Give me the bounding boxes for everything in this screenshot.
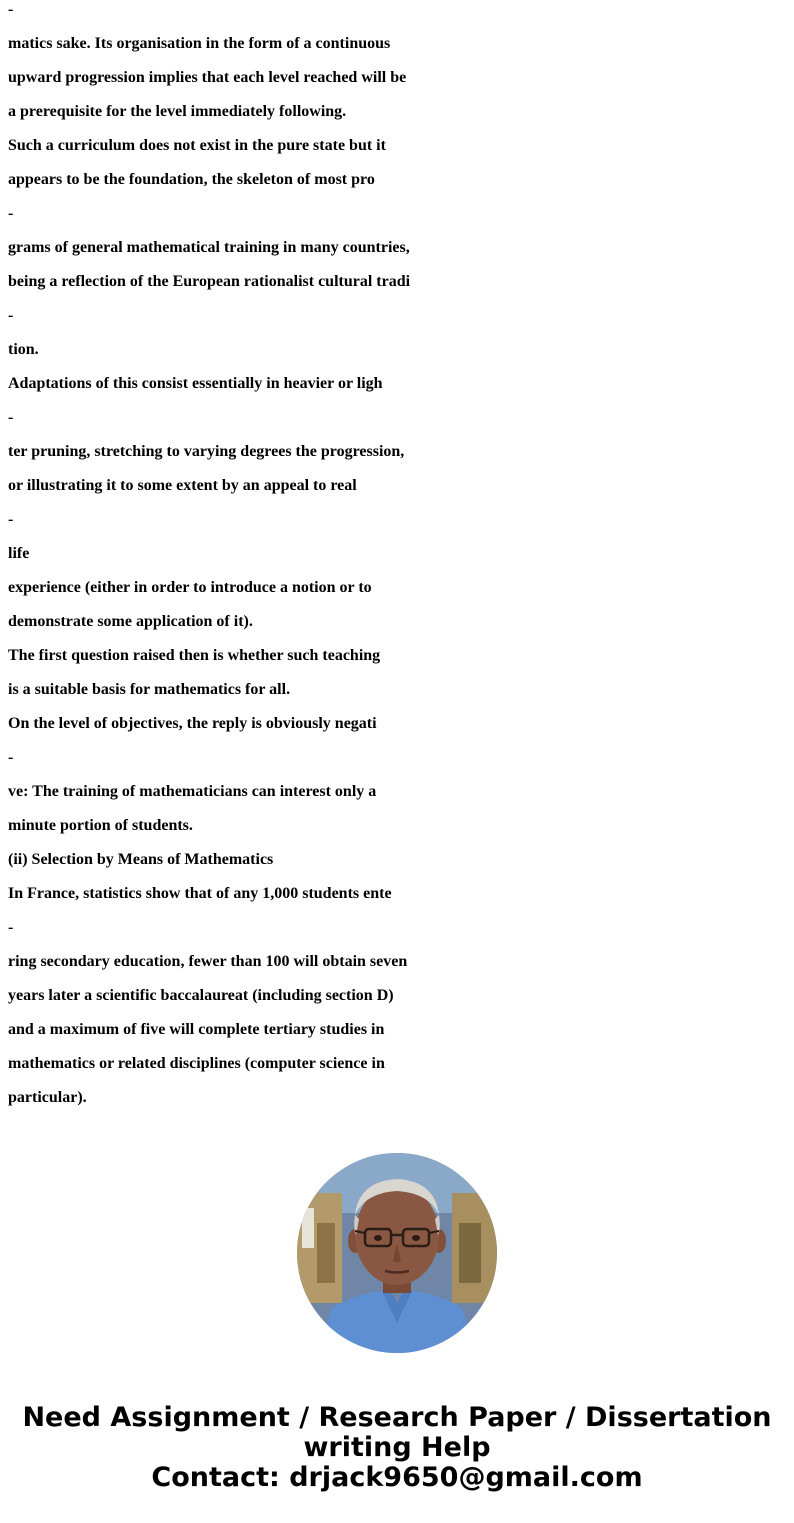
text-line: being a reflection of the European rationalist cultural tradi [8,273,411,290]
text-line: or illustrating it to some extent by an appeal to real [8,477,357,494]
author-avatar [297,1153,497,1353]
text-line: particular). [8,1089,87,1106]
text-line: life [8,545,30,562]
text-line: On the level of objectives, the reply is obviously negati [8,715,377,732]
text-line: matics sake. Its organisation in the form of a continuous [8,35,391,52]
text-line: - [8,919,14,936]
text-line: appears to be the foundation, the skeleton of most pro [8,171,375,188]
text-line: - [8,409,14,426]
text-line: ter pruning, stretching to varying degrees the progression, [8,443,405,460]
text-line: minute portion of students. [8,817,193,834]
text-line: - [8,749,14,766]
text-line: and a maximum of five will complete tertiary studies in [8,1021,385,1038]
author-portrait-photo [297,1153,497,1353]
text-line: mathematics or related disciplines (computer science in [8,1055,385,1072]
text-line: ring secondary education, fewer than 100 will obtain seven [8,953,408,970]
section-heading: (ii) Selection by Means of Mathematics [8,851,274,868]
text-line: ve: The training of mathematicians can interest only a [8,783,377,800]
contact-banner [0,1403,794,1493]
text-line: upward progression implies that each level reached will be [8,69,407,86]
text-line: years later a scientific baccalaureat (including section D) [8,987,394,1004]
text-line: - [8,1,14,18]
text-line: tion. [8,341,39,358]
text-line: The first question raised then is whether such teaching [8,647,381,664]
text-line: demonstrate some application of it). [8,613,253,630]
text-line: In France, statistics show that of any 1,000 students ente [8,885,392,902]
banner-subheadline: writing Help [303,1432,491,1463]
text-line: Adaptations of this consist essentially in heavier or ligh [8,375,383,392]
text-line: Such a curriculum does not exist in the pure state but it [8,137,386,154]
contact-email: Contact: drjack9650@gmail.com [151,1462,643,1493]
text-line: experience (either in order to introduce a notion or to [8,579,372,596]
banner-headline: Need Assignment / Research Paper / Dissertation [22,1402,772,1433]
text-line: - [8,205,14,222]
text-line: grams of general mathematical training in many countries, [8,239,410,256]
text-line: - [8,511,14,528]
document-body [8,0,788,1122]
text-line: is a suitable basis for mathematics for all. [8,681,291,698]
text-line: - [8,307,14,324]
text-line: a prerequisite for the level immediately following. [8,103,347,120]
